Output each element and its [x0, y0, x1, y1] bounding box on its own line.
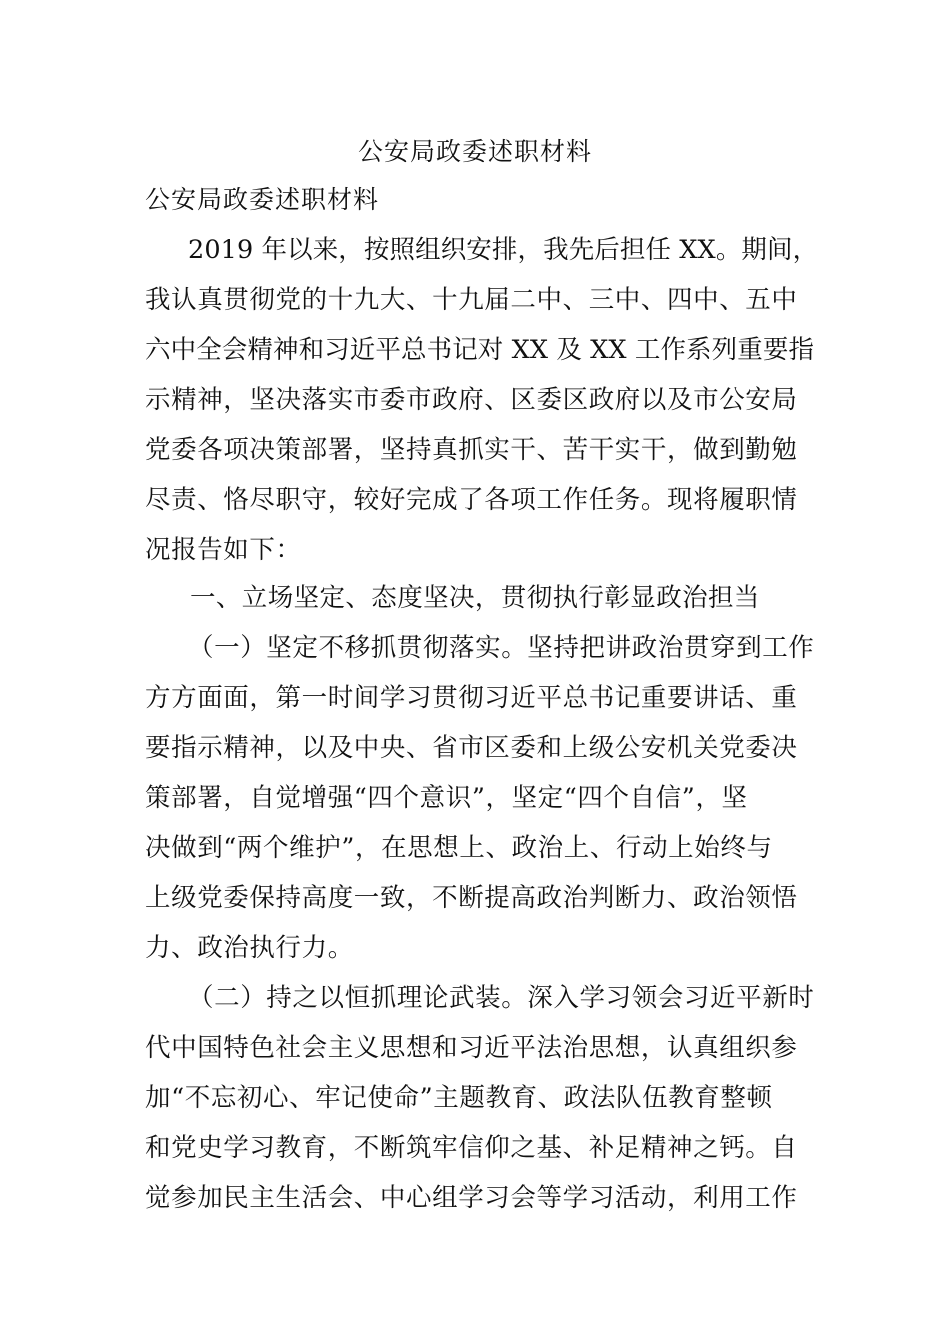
- paragraph-line: 我认真贯彻党的十九大、十九届二中、三中、四中、五中: [145, 285, 798, 315]
- paragraph-line: （二）持之以恒抓理论武装。深入学习领会习近平新时: [188, 983, 815, 1013]
- paragraph-line: 力、政治执行力。: [145, 933, 354, 963]
- paragraph-line: 和党史学习教育，不断筑牢信仰之基、补足精神之钙。自: [145, 1133, 798, 1163]
- document-subtitle: 公安局政委述职材料: [145, 185, 380, 214]
- paragraph-line: 方方面面，第一时间学习贯彻习近平总书记重要讲话、重: [145, 683, 798, 713]
- paragraph-line: 况报告如下：: [145, 535, 302, 565]
- paragraph-line: 示精神，坚决落实市委市政府、区委区政府以及市公安局: [145, 385, 798, 415]
- paragraph-line: 策部署，自觉增强“四个意识”，坚定“四个自信”，坚: [145, 783, 748, 813]
- paragraph-line: 决做到“两个维护”，在思想上、政治上、行动上始终与: [145, 833, 773, 863]
- paragraph-line: 党委各项决策部署，坚持真抓实干、苦干实干，做到勤勉: [145, 435, 798, 465]
- section-heading: 一、立场坚定、态度坚决，贯彻执行彰显政治担当: [190, 583, 760, 613]
- paragraph-line: 尽责、恪尽职守，较好完成了各项工作任务。现将履职情: [145, 485, 798, 515]
- paragraph-line: 加“不忘初心、牢记使命”主题教育、政法队伍教育整顿: [145, 1083, 773, 1113]
- paragraph-line: 2019 年以来，按照组织安排，我先后担任 XX。期间，: [188, 235, 819, 265]
- paragraph-line: 上级党委保持高度一致，不断提高政治判断力、政治领悟: [145, 883, 798, 913]
- paragraph-line: 觉参加民主生活会、中心组学习会等学习活动，利用工作: [145, 1183, 798, 1213]
- paragraph-line: （一）坚定不移抓贯彻落实。坚持把讲政治贯穿到工作: [188, 633, 815, 663]
- paragraph-line: 代中国特色社会主义思想和习近平法治思想，认真组织参: [145, 1033, 798, 1063]
- document-title: 公安局政委述职材料: [357, 137, 592, 166]
- paragraph-line: 六中全会精神和习近平总书记对 XX 及 XX 工作系列重要指: [145, 335, 815, 365]
- paragraph-line: 要指示精神，以及中央、省市区委和上级公安机关党委决: [145, 733, 798, 763]
